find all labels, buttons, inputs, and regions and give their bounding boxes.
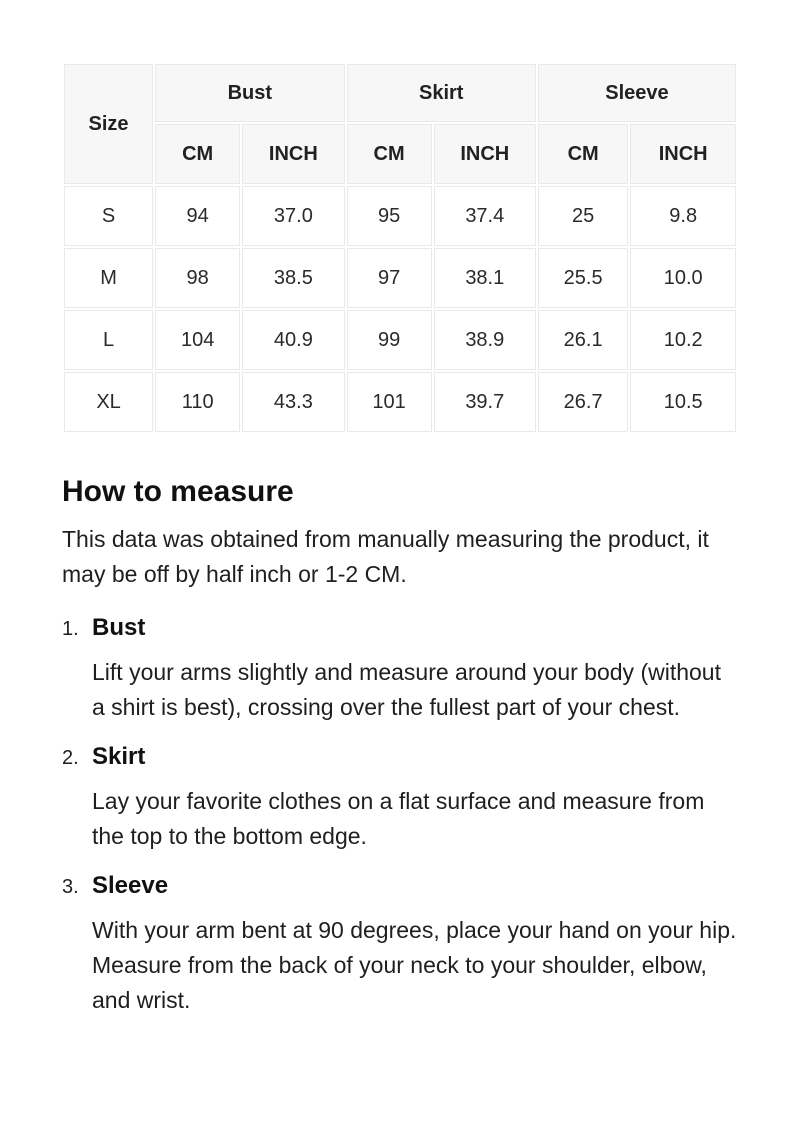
step-header	[62, 741, 738, 773]
table-cell: 38.1	[434, 248, 536, 308]
step-number: 2.	[62, 747, 79, 769]
table-cell: 9.8	[630, 186, 736, 246]
table-cell: 110	[155, 372, 240, 432]
step-description-bust: Lift your arms slightly and measure around your body (without a shirt is best), crossing over the fullest part of your chest.	[92, 659, 721, 720]
table-cell: 39.7	[434, 372, 536, 432]
size-chart-table	[62, 62, 738, 434]
table-cell: 25.5	[538, 248, 628, 308]
table-row-s	[64, 186, 736, 246]
how-to-measure-intro: This data was obtained from manually measuring the product, it may be off by half inch or 1-2 CM.	[62, 526, 709, 587]
measure-steps-list	[62, 612, 738, 1018]
table-cell: 95	[347, 186, 432, 246]
table-cell: 25	[538, 186, 628, 246]
table-cell: 10.5	[630, 372, 736, 432]
table-row-m	[64, 248, 736, 308]
size-cell: S	[64, 186, 153, 246]
step-description-sleeve: With your arm bent at 90 degrees, place your hand on your hip. Measure from the back of your neck to your shoulder, elbow, and wrist.	[92, 917, 737, 1013]
step-title-bust: Bust	[92, 614, 146, 641]
step-header	[62, 870, 738, 902]
bust-group-header: Bust	[155, 64, 344, 122]
table-cell: 10.2	[630, 310, 736, 370]
size-column-header: Size	[64, 64, 153, 184]
table-cell: 37.4	[434, 186, 536, 246]
table-cell: 40.9	[242, 310, 344, 370]
step-description-skirt: Lay your favorite clothes on a flat surface and measure from the top to the bottom edge.	[92, 788, 705, 849]
table-cell: 38.9	[434, 310, 536, 370]
table-cell: 98	[155, 248, 240, 308]
table-cell: 99	[347, 310, 432, 370]
size-cell: L	[64, 310, 153, 370]
table-cell: 104	[155, 310, 240, 370]
table-cell: 101	[347, 372, 432, 432]
how-to-measure-heading: How to measure	[62, 475, 294, 508]
step-title-skirt: Skirt	[92, 743, 146, 770]
table-cell: 26.7	[538, 372, 628, 432]
table-row-l	[64, 310, 736, 370]
bust-cm-header: CM	[155, 124, 240, 184]
table-cell: 94	[155, 186, 240, 246]
skirt-cm-header: CM	[347, 124, 432, 184]
size-cell: M	[64, 248, 153, 308]
table-cell: 43.3	[242, 372, 344, 432]
bust-inch-header: INCH	[242, 124, 344, 184]
step-number: 1.	[62, 618, 79, 640]
table-cell: 10.0	[630, 248, 736, 308]
step-number: 3.	[62, 876, 79, 898]
list-item-bust	[62, 612, 738, 725]
table-unit-header-row	[64, 124, 736, 184]
table-cell: 38.5	[242, 248, 344, 308]
table-group-header-row	[64, 64, 736, 122]
table-row-xl	[64, 372, 736, 432]
list-item-sleeve	[62, 870, 738, 1018]
table-cell: 26.1	[538, 310, 628, 370]
sleeve-cm-header: CM	[538, 124, 628, 184]
sleeve-inch-header: INCH	[630, 124, 736, 184]
list-item-skirt	[62, 741, 738, 854]
table-cell: 97	[347, 248, 432, 308]
sleeve-group-header: Sleeve	[538, 64, 736, 122]
step-title-sleeve: Sleeve	[92, 872, 169, 899]
step-header	[62, 612, 738, 644]
skirt-inch-header: INCH	[434, 124, 536, 184]
size-cell: XL	[64, 372, 153, 432]
skirt-group-header: Skirt	[347, 64, 536, 122]
table-cell: 37.0	[242, 186, 344, 246]
